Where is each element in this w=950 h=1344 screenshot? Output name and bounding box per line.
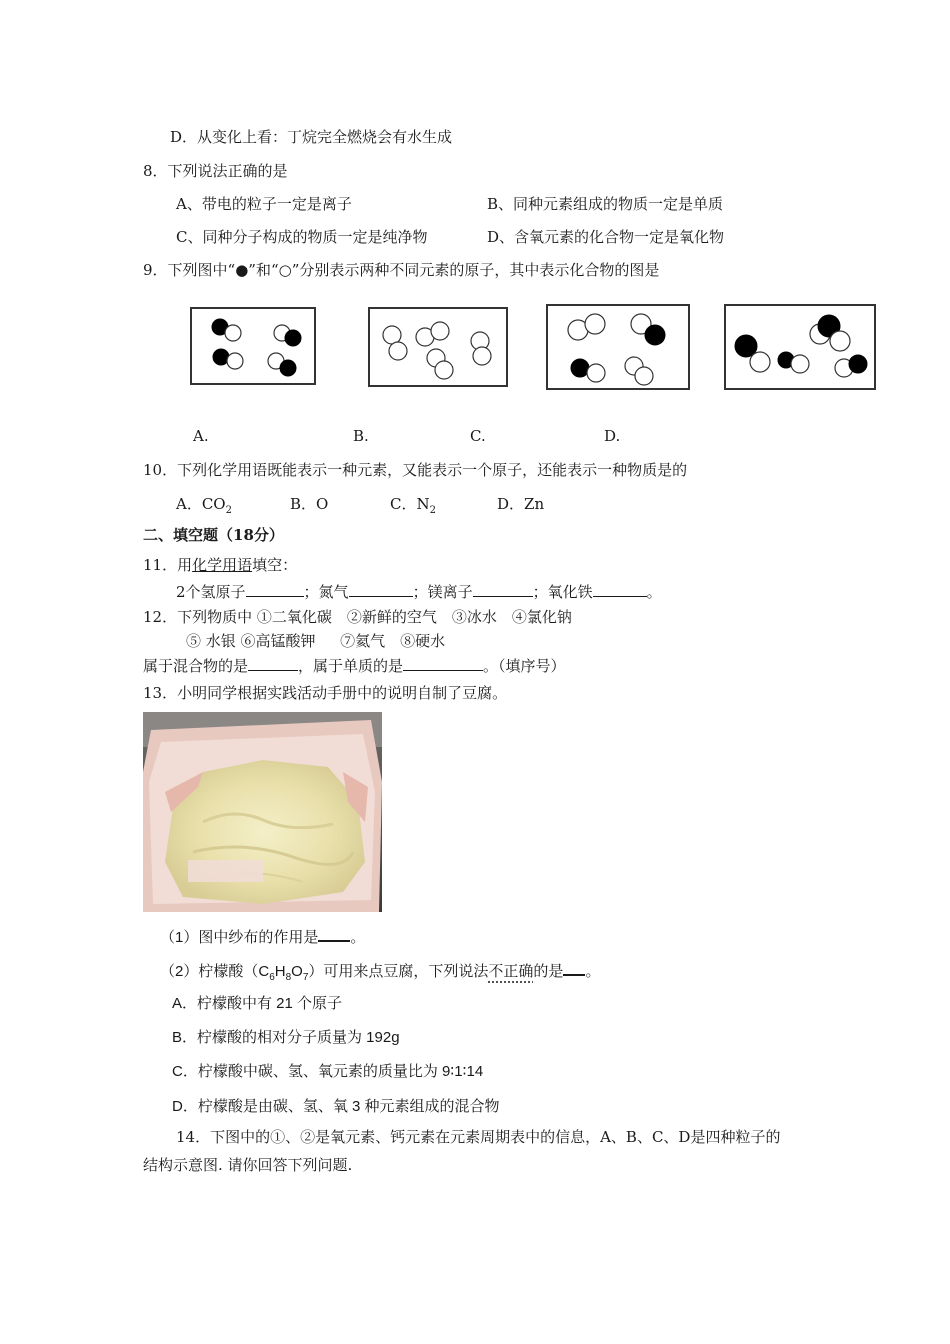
q7-option-d: D．从变化上看：丁烷完全燃烧会有水生成 (170, 128, 453, 146)
q10-option-d: D．Zn (497, 495, 545, 513)
q11-blanks: 2个氢原子 ；氮气 ；镁离子 ；氧化铁 。 (176, 583, 662, 601)
diagram-b-atoms (370, 309, 506, 385)
molecule-diagram-d (724, 304, 876, 390)
blank-magnesium-ion[interactable] (473, 582, 533, 597)
q9-label-c: C. (470, 427, 486, 445)
q13-option-d: D．柠檬酸是由碳、氢、氧 3 种元素组成的混合物 (172, 1098, 500, 1115)
q13-option-a: A．柠檬酸中有 21 个原子 (172, 995, 343, 1012)
q14-line2: 结构示意图. 请你回答下列问题. (143, 1156, 353, 1174)
q13-option-b: B．柠檬酸的相对分子质量为 192g (172, 1029, 400, 1046)
q12-stem: 12．下列物质中 ①二氧化碳 ②新鲜的空气 ③冰水 ④氯化钠 (143, 608, 572, 626)
diagram-d-atoms (726, 306, 874, 388)
q12-line2: ⑤ 水银 ⑥高锰酸钾 ⑦氦气 ⑧硬水 (186, 632, 446, 650)
q13-option-c: C．柠檬酸中碳、氢、氧元素的质量比为 9∶1∶14 (172, 1063, 484, 1080)
q10-stem: 10．下列化学用语既能表示一种元素，又能表示一个原子，还能表示一种物质是的 (143, 461, 688, 479)
blank-iron-oxide[interactable] (593, 582, 647, 597)
q10-option-a: A．$CO_2$ (176, 495, 232, 516)
blank-incorrect-choice[interactable] (563, 960, 585, 976)
molecule-diagram-c (546, 304, 690, 390)
q13-sub1: （1）图中纱布的作用是 。 (160, 926, 365, 948)
q10-option-b: B．O (290, 495, 329, 513)
blank-nitrogen[interactable] (349, 582, 413, 597)
diagram-a-atoms (192, 309, 314, 383)
molecule-diagram-b (368, 307, 508, 387)
q13-sub2: （2）柠檬酸$(C_6H_8O_7)$可用来点豆腐，下列说法不正确的是 。 (160, 960, 600, 988)
q8-option-b: B、同种元素组成的物质一定是单质 (487, 195, 724, 213)
molecule-diagram-a (190, 307, 316, 385)
q11-stem: 11．用化学用语填空： (143, 556, 298, 574)
diagram-c-atoms (548, 306, 688, 388)
blank-mixtures[interactable] (248, 656, 298, 671)
section-2-title: 二、填空题（18分） (143, 526, 284, 544)
tofu-photo (143, 712, 382, 912)
q14-line1: 14．下图中的①、②是氧元素、钙元素在元素周期表中的信息，A、B、C、D是四种粒子的 (176, 1128, 781, 1146)
q9-label-d: D. (604, 427, 621, 445)
q12-answer-line: 属于混合物的是 ，属于单质的是 。（填序号） (143, 657, 566, 675)
q9-stem: 9．下列图中“●”和“○”分别表示两种不同元素的原子，其中表示化合物的图是 (143, 261, 660, 279)
q8-option-d: D、含氧元素的化合物一定是氧化物 (487, 228, 725, 246)
q8-option-a: A、带电的粒子一定是离子 (176, 195, 352, 213)
q8-option-c: C、同种分子构成的物质一定是纯净物 (176, 228, 428, 246)
q9-label-b: B. (353, 427, 369, 445)
q10-option-c: C．$N_2$ (390, 495, 436, 516)
q8-stem: 8．下列说法正确的是 (143, 162, 288, 180)
blank-hydrogen-atoms[interactable] (246, 582, 304, 597)
blank-elements[interactable] (403, 656, 483, 671)
blank-gauze-purpose[interactable] (318, 926, 350, 942)
q13-stem: 13．小明同学根据实践活动手册中的说明自制了豆腐。 (143, 684, 508, 702)
q9-label-a: A. (193, 427, 209, 445)
